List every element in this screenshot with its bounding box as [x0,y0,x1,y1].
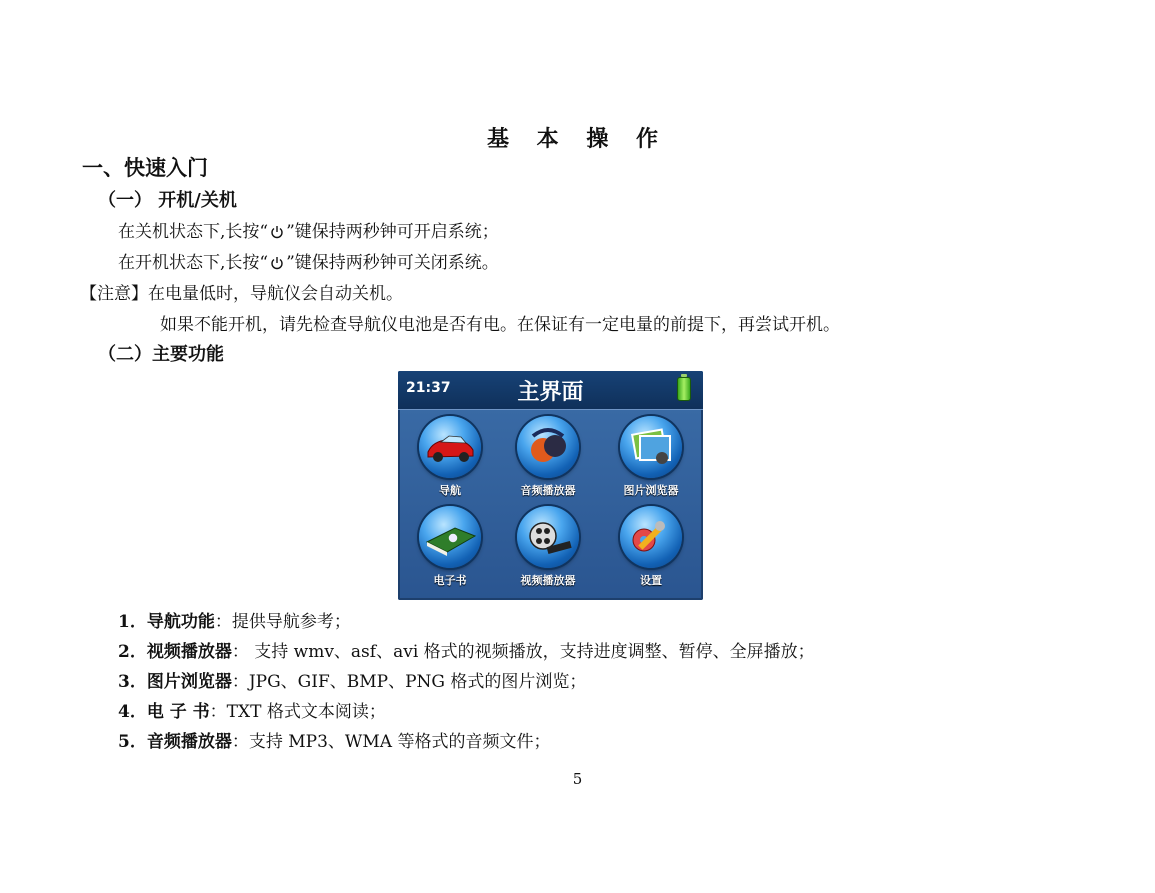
feature-item [118,667,586,692]
feature-item [118,637,815,662]
app-label: 电子书 [433,574,467,587]
feature-name: 5．音频播放器 [118,732,232,752]
note-line-2: 如果不能开机，请先检查导航仪电池是否有电。在保证有一定电量的前提下，再尝试开机。 [160,315,840,335]
power-icon [270,256,284,270]
note-label: 【注意】 [80,284,148,304]
device-screen-title: 主界面 [517,380,584,405]
feature-name: 2．视频播放器 [118,642,232,662]
app-label: 音频播放器 [520,484,576,497]
app-label: 设置 [640,574,662,587]
music-player-icon [517,416,579,478]
app-label: 视频播放器 [520,574,576,587]
section-heading-quick-start: 一、快速入门 [82,155,208,180]
power-off-instruction [118,248,499,273]
feature-name: 3．图片浏览器 [118,672,232,692]
power-off-text-post: ”键保持两秒钟可关闭系统。 [286,253,499,273]
feature-item [118,727,550,752]
device-clock: 21:37 [406,380,451,396]
settings-tools-icon [620,506,682,568]
battery-icon [677,377,691,401]
feature-desc: ：提供导航参考； [214,612,351,632]
subsection-heading-power: （一） 开机/关机 [98,190,237,211]
note-text-1: 在电量低时，导航仪会自动关机。 [148,284,403,304]
page-number: 5 [572,770,583,788]
power-on-text-post: ”键保持两秒钟可开启系统； [286,222,499,242]
film-reel-icon [517,506,579,568]
app-settings[interactable] [599,506,689,588]
app-navigation[interactable] [398,416,488,498]
power-on-instruction [118,217,499,242]
feature-item [118,697,386,722]
feature-name: 4．电 子 书 [118,702,210,722]
feature-desc: ：支持 MP3、WMA 等格式的音频文件； [231,732,551,752]
app-video-player[interactable] [496,506,586,588]
subsection-heading-functions: （二）主要功能 [98,344,224,365]
app-ebook[interactable] [398,506,488,588]
app-label: 导航 [439,484,461,497]
power-on-text-pre: 在关机状态下,长按“ [118,222,269,242]
picture-icon [620,416,682,478]
feature-item [118,607,351,632]
power-off-text-pre: 在开机状态下,长按“ [118,253,269,273]
device-header-bar [398,371,703,410]
page-title: 基 本 操 作 [487,126,668,152]
feature-desc: ：JPG、GIF、BMP、PNG 格式的图片浏览； [231,672,587,692]
power-icon [270,225,284,239]
note-line-1 [80,279,403,304]
car-icon [419,416,481,478]
device-main-screen [398,371,703,600]
feature-desc: ： 支持 wmv、asf、avi 格式的视频播放，支持进度调整、暂停、全屏播放； [231,642,815,662]
app-label: 图片浏览器 [623,484,679,497]
feature-desc: ：TXT 格式文本阅读； [209,702,386,722]
app-picture-browser[interactable] [599,416,689,498]
feature-name: 1．导航功能 [118,612,215,632]
app-audio-player[interactable] [496,416,586,498]
ebook-icon [419,506,481,568]
